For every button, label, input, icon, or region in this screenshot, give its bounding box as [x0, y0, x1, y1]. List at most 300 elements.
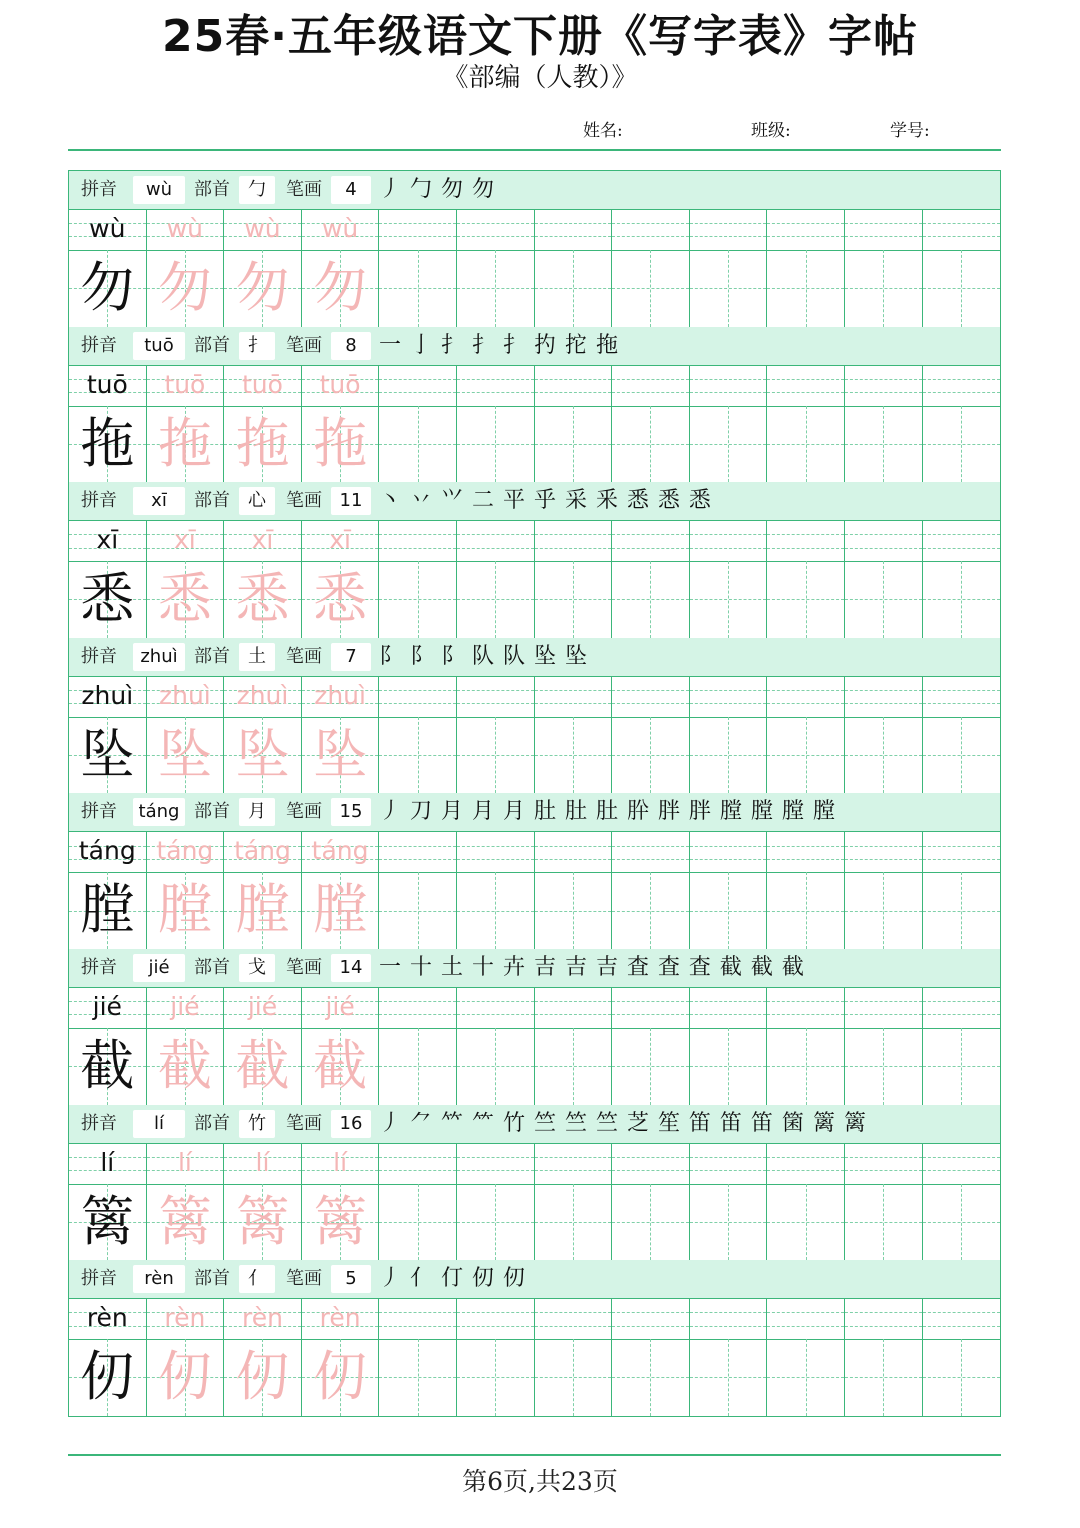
blank-writing-cell — [612, 1299, 690, 1339]
blank-writing-cell — [767, 832, 845, 872]
radical-value: 勹 — [239, 176, 275, 204]
character-block — [69, 171, 1000, 327]
blank-writing-cell — [690, 717, 768, 794]
tracing-cell — [147, 406, 225, 483]
character-info-bar — [69, 482, 1000, 521]
blank-writing-cell — [923, 521, 1000, 561]
blank-writing-cell — [690, 1028, 768, 1105]
blank-writing-cell — [845, 561, 923, 638]
blank-writing-cell — [535, 1299, 613, 1339]
stroke-order: 丶 丷 ⺍ 二 平 乎 采 釆 悉 悉 悉 — [379, 488, 712, 514]
character-row — [69, 1028, 1000, 1106]
tracing-pinyin: zhuì — [314, 680, 366, 710]
model-cell — [69, 872, 147, 949]
blank-writing-cell — [845, 1299, 923, 1339]
pinyin-label: 拼音 — [81, 956, 117, 978]
pinyin-value: jié — [133, 954, 185, 982]
pinyin-value: tuō — [133, 332, 185, 360]
blank-writing-cell — [923, 1144, 1000, 1184]
model-character: 勿 — [80, 256, 135, 319]
tracing-cell — [224, 1144, 302, 1184]
radical-value: 亻 — [239, 1265, 275, 1293]
model-pinyin: tuō — [86, 369, 128, 399]
blank-writing-cell — [767, 366, 845, 406]
pinyin-row — [69, 1299, 1000, 1340]
tracing-character: 拖 — [235, 411, 290, 475]
tracing-cell — [224, 406, 302, 483]
tracing-cell — [224, 677, 302, 717]
tracing-cell — [224, 717, 302, 794]
stroke-count-value: 14 — [331, 954, 371, 982]
blank-writing-cell — [535, 1028, 613, 1105]
blank-writing-cell — [379, 832, 457, 872]
blank-writing-cell — [457, 677, 535, 717]
blank-writing-cell — [457, 210, 535, 250]
name-label: 姓名: — [583, 121, 623, 141]
blank-writing-cell — [535, 1184, 613, 1261]
character-info-bar — [69, 327, 1000, 366]
pinyin-label: 拼音 — [81, 801, 117, 823]
model-character: 坠 — [80, 722, 135, 786]
pinyin-value: táng — [133, 798, 185, 826]
blank-writing-cell — [535, 210, 613, 250]
tracing-character: 坠 — [313, 722, 368, 786]
tracing-cell — [302, 1184, 380, 1261]
blank-writing-cell — [845, 406, 923, 483]
tracing-cell — [147, 1184, 225, 1261]
model-cell — [69, 1184, 147, 1261]
page-subtitle: 《部编（人教）》 — [442, 63, 638, 93]
blank-writing-cell — [690, 1144, 768, 1184]
blank-writing-cell — [923, 250, 1000, 327]
blank-writing-cell — [457, 1144, 535, 1184]
tracing-cell — [302, 521, 380, 561]
tracing-cell — [147, 1299, 225, 1339]
stroke-count-label: 笔画 — [286, 645, 322, 667]
radical-value: 扌 — [239, 332, 275, 360]
tracing-cell — [302, 677, 380, 717]
tracing-cell — [224, 521, 302, 561]
pinyin-label: 拼音 — [81, 645, 117, 667]
blank-writing-cell — [535, 366, 613, 406]
model-cell — [69, 406, 147, 483]
blank-writing-cell — [379, 1144, 457, 1184]
blank-writing-cell — [923, 1184, 1000, 1261]
model-character: 膛 — [80, 878, 135, 942]
tracing-cell — [147, 521, 225, 561]
tracing-cell — [147, 366, 225, 406]
blank-writing-cell — [379, 406, 457, 483]
tracing-cell — [302, 1028, 380, 1105]
stroke-count-value: 7 — [331, 643, 371, 671]
blank-writing-cell — [379, 521, 457, 561]
blank-writing-cell — [845, 250, 923, 327]
character-block — [69, 793, 1000, 949]
tracing-pinyin: táng — [234, 836, 291, 866]
blank-writing-cell — [690, 561, 768, 638]
blank-writing-cell — [923, 210, 1000, 250]
model-cell — [69, 250, 147, 327]
model-character: 截 — [80, 1033, 135, 1097]
tracing-character: 坠 — [235, 722, 290, 786]
radical-label: 部首 — [194, 1268, 230, 1290]
blank-writing-cell — [845, 832, 923, 872]
blank-writing-cell — [535, 872, 613, 949]
blank-writing-cell — [612, 406, 690, 483]
pinyin-label: 拼音 — [81, 1268, 117, 1290]
blank-writing-cell — [923, 872, 1000, 949]
blank-writing-cell — [690, 366, 768, 406]
character-row — [69, 1339, 1000, 1417]
tracing-cell — [147, 988, 225, 1028]
blank-writing-cell — [535, 1144, 613, 1184]
radical-label: 部首 — [194, 645, 230, 667]
blank-writing-cell — [845, 872, 923, 949]
blank-writing-cell — [612, 250, 690, 327]
blank-writing-cell — [767, 521, 845, 561]
tracing-pinyin: jié — [325, 991, 355, 1021]
tracing-cell — [302, 366, 380, 406]
radical-label: 部首 — [194, 179, 230, 200]
radical-label: 部首 — [194, 801, 230, 823]
stroke-order: 一 十 土 十 卉 吉 吉 吉 査 査 査 截 截 截 — [379, 954, 805, 980]
character-info-bar — [69, 1105, 1000, 1144]
model-cell — [69, 1299, 147, 1339]
tracing-cell — [302, 561, 380, 638]
footer-divider — [68, 1454, 1001, 1456]
tracing-cell — [224, 988, 302, 1028]
tracing-cell — [224, 872, 302, 949]
header-divider — [68, 149, 1001, 151]
character-row — [69, 406, 1000, 484]
tracing-pinyin: lí — [333, 1147, 348, 1177]
student-number-label: 学号: — [890, 121, 930, 141]
blank-writing-cell — [690, 677, 768, 717]
model-cell — [69, 366, 147, 406]
tracing-cell — [147, 1028, 225, 1105]
blank-writing-cell — [612, 872, 690, 949]
blank-writing-cell — [923, 561, 1000, 638]
blank-writing-cell — [535, 250, 613, 327]
radical-label: 部首 — [194, 334, 230, 356]
model-character: 篱 — [80, 1189, 135, 1253]
stroke-order: ⻖ 阝 阝 队 队 坠 坠 — [379, 643, 588, 669]
blank-writing-cell — [379, 250, 457, 327]
tracing-pinyin: rèn — [319, 1303, 361, 1333]
radical-label: 部首 — [194, 1112, 230, 1134]
tracing-character: 膛 — [235, 878, 290, 942]
blank-writing-cell — [379, 677, 457, 717]
blank-writing-cell — [767, 210, 845, 250]
tracing-character: 悉 — [235, 567, 290, 631]
blank-writing-cell — [767, 250, 845, 327]
radical-value: 戈 — [239, 954, 275, 982]
blank-writing-cell — [457, 1028, 535, 1105]
tracing-pinyin: lí — [255, 1147, 270, 1177]
blank-writing-cell — [690, 1299, 768, 1339]
tracing-cell — [224, 832, 302, 872]
radical-value: 月 — [239, 798, 275, 826]
tracing-cell — [224, 561, 302, 638]
blank-writing-cell — [767, 1144, 845, 1184]
stroke-count-label: 笔画 — [286, 490, 322, 512]
model-cell — [69, 1144, 147, 1184]
blank-writing-cell — [612, 988, 690, 1028]
blank-writing-cell — [379, 366, 457, 406]
tracing-cell — [147, 250, 225, 327]
blank-writing-cell — [690, 521, 768, 561]
pinyin-label: 拼音 — [81, 1112, 117, 1134]
blank-writing-cell — [923, 1299, 1000, 1339]
blank-writing-cell — [457, 1339, 535, 1416]
blank-writing-cell — [845, 521, 923, 561]
model-cell — [69, 561, 147, 638]
blank-writing-cell — [612, 521, 690, 561]
tracing-cell — [302, 1339, 380, 1416]
blank-writing-cell — [379, 561, 457, 638]
tracing-pinyin: wù — [166, 214, 204, 243]
tracing-cell — [147, 210, 225, 250]
tracing-cell — [224, 1184, 302, 1261]
pinyin-value: rèn — [133, 1265, 185, 1293]
blank-writing-cell — [612, 561, 690, 638]
blank-writing-cell — [379, 1028, 457, 1105]
tracing-cell — [147, 561, 225, 638]
blank-writing-cell — [923, 677, 1000, 717]
blank-writing-cell — [457, 366, 535, 406]
tracing-cell — [224, 366, 302, 406]
model-cell — [69, 677, 147, 717]
tracing-cell — [302, 988, 380, 1028]
blank-writing-cell — [379, 1184, 457, 1261]
pinyin-label: 拼音 — [81, 490, 117, 512]
blank-writing-cell — [612, 1028, 690, 1105]
tracing-cell — [147, 872, 225, 949]
character-block — [69, 482, 1000, 638]
model-cell — [69, 988, 147, 1028]
blank-writing-cell — [535, 521, 613, 561]
blank-writing-cell — [457, 1299, 535, 1339]
blank-writing-cell — [379, 210, 457, 250]
model-cell — [69, 521, 147, 561]
tracing-cell — [302, 250, 380, 327]
blank-writing-cell — [535, 677, 613, 717]
tracing-character: 拖 — [157, 411, 212, 475]
character-block — [69, 327, 1000, 483]
tracing-character: 截 — [157, 1033, 212, 1097]
blank-writing-cell — [535, 406, 613, 483]
blank-writing-cell — [845, 1028, 923, 1105]
blank-writing-cell — [923, 1028, 1000, 1105]
stroke-count-value: 5 — [331, 1265, 371, 1293]
blank-writing-cell — [379, 988, 457, 1028]
stroke-count-label: 笔画 — [286, 956, 322, 978]
tracing-character: 仞 — [157, 1345, 212, 1409]
blank-writing-cell — [690, 210, 768, 250]
tracing-character: 篱 — [157, 1189, 212, 1253]
blank-writing-cell — [535, 561, 613, 638]
stroke-count-value: 4 — [331, 176, 371, 204]
blank-writing-cell — [379, 717, 457, 794]
character-block — [69, 1260, 1000, 1416]
blank-writing-cell — [690, 1339, 768, 1416]
model-cell — [69, 717, 147, 794]
pinyin-row — [69, 1144, 1000, 1185]
blank-writing-cell — [457, 872, 535, 949]
blank-writing-cell — [845, 210, 923, 250]
stroke-order: 一 亅 扌 扌 扌 扚 拕 拖 — [379, 332, 619, 358]
blank-writing-cell — [612, 717, 690, 794]
model-cell — [69, 1339, 147, 1416]
tracing-pinyin: jié — [247, 991, 278, 1021]
tracing-character: 仞 — [313, 1345, 368, 1409]
character-row — [69, 872, 1000, 950]
tracing-character: 截 — [235, 1033, 290, 1097]
blank-writing-cell — [767, 1184, 845, 1261]
tracing-character: 悉 — [157, 567, 212, 631]
blank-writing-cell — [612, 1184, 690, 1261]
stroke-count-label: 笔画 — [286, 1268, 322, 1290]
tracing-character: 勿 — [235, 256, 290, 319]
blank-writing-cell — [845, 366, 923, 406]
pinyin-value: lí — [133, 1110, 185, 1138]
tracing-pinyin: xī — [174, 525, 196, 555]
tracing-cell — [224, 1339, 302, 1416]
blank-writing-cell — [457, 988, 535, 1028]
character-info-bar — [69, 638, 1000, 677]
tracing-cell — [147, 832, 225, 872]
blank-writing-cell — [612, 366, 690, 406]
tracing-cell — [147, 1339, 225, 1416]
blank-writing-cell — [457, 832, 535, 872]
pinyin-row — [69, 677, 1000, 718]
blank-writing-cell — [923, 366, 1000, 406]
blank-writing-cell — [690, 250, 768, 327]
blank-writing-cell — [612, 1339, 690, 1416]
tracing-cell — [224, 250, 302, 327]
tracing-pinyin: rèn — [164, 1303, 206, 1333]
blank-writing-cell — [845, 677, 923, 717]
blank-writing-cell — [457, 250, 535, 327]
character-row — [69, 717, 1000, 795]
tracing-pinyin: táng — [156, 836, 214, 866]
blank-writing-cell — [535, 988, 613, 1028]
pinyin-value: xī — [133, 487, 185, 515]
stroke-order: 丿 亻 仃 仞 仞 — [379, 1266, 526, 1292]
character-block — [69, 949, 1000, 1105]
character-row — [69, 250, 1000, 328]
character-info-bar — [69, 171, 1000, 210]
pinyin-value: zhuì — [133, 643, 185, 671]
blank-writing-cell — [690, 988, 768, 1028]
tracing-cell — [302, 1299, 380, 1339]
tracing-cell — [302, 1144, 380, 1184]
model-cell — [69, 1028, 147, 1105]
tracing-character: 篱 — [313, 1189, 368, 1253]
model-pinyin: táng — [78, 836, 136, 866]
tracing-character: 勿 — [157, 256, 212, 319]
stroke-count-label: 笔画 — [286, 801, 322, 823]
blank-writing-cell — [612, 1144, 690, 1184]
blank-writing-cell — [690, 1184, 768, 1261]
tracing-character: 篱 — [235, 1189, 290, 1253]
blank-writing-cell — [923, 406, 1000, 483]
blank-writing-cell — [923, 988, 1000, 1028]
pinyin-row — [69, 988, 1000, 1029]
blank-writing-cell — [767, 1299, 845, 1339]
stroke-count-label: 笔画 — [286, 179, 322, 200]
blank-writing-cell — [612, 210, 690, 250]
blank-writing-cell — [457, 406, 535, 483]
character-info-bar — [69, 949, 1000, 988]
stroke-order: 丿 勹 勿 勿 — [379, 177, 495, 202]
blank-writing-cell — [690, 832, 768, 872]
class-label: 班级: — [751, 121, 791, 141]
tracing-pinyin: tuō — [164, 369, 206, 399]
page-title: 25春·五年级语文下册《写字表》字帖 — [162, 11, 918, 62]
blank-writing-cell — [457, 1184, 535, 1261]
page-number: 第6页,共23页 — [462, 1467, 618, 1496]
tracing-cell — [302, 832, 380, 872]
stroke-count-value: 15 — [331, 798, 371, 826]
stroke-count-label: 笔画 — [286, 334, 322, 356]
blank-writing-cell — [457, 521, 535, 561]
blank-writing-cell — [923, 832, 1000, 872]
tracing-pinyin: jié — [170, 991, 200, 1021]
tracing-character: 膛 — [313, 878, 368, 942]
character-info-bar — [69, 793, 1000, 832]
blank-writing-cell — [923, 717, 1000, 794]
tracing-pinyin: táng — [311, 836, 369, 866]
radical-label: 部首 — [194, 956, 230, 978]
tracing-pinyin: xī — [251, 525, 274, 555]
blank-writing-cell — [845, 1144, 923, 1184]
stroke-count-label: 笔画 — [286, 1112, 322, 1134]
radical-value: 土 — [239, 643, 275, 671]
tracing-pinyin: tuō — [319, 369, 361, 399]
blank-writing-cell — [767, 677, 845, 717]
tracing-pinyin: wù — [244, 214, 281, 243]
character-row — [69, 561, 1000, 639]
model-pinyin: lí — [100, 1147, 115, 1177]
blank-writing-cell — [379, 1299, 457, 1339]
blank-writing-cell — [845, 1184, 923, 1261]
pinyin-row — [69, 366, 1000, 407]
tracing-pinyin: xī — [329, 525, 351, 555]
blank-writing-cell — [767, 988, 845, 1028]
tracing-cell — [302, 872, 380, 949]
pinyin-row — [69, 832, 1000, 873]
model-cell — [69, 210, 147, 250]
tracing-character: 勿 — [313, 256, 368, 319]
radical-label: 部首 — [194, 490, 230, 512]
character-block — [69, 638, 1000, 794]
stroke-order: 丿 刀 月 月 月 肚 肚 肚 肸 胖 胖 膛 膛 膛 膛 — [379, 799, 836, 825]
blank-writing-cell — [767, 561, 845, 638]
character-block — [69, 1105, 1000, 1261]
blank-writing-cell — [845, 1339, 923, 1416]
blank-writing-cell — [767, 1339, 845, 1416]
blank-writing-cell — [457, 561, 535, 638]
tracing-cell — [224, 210, 302, 250]
blank-writing-cell — [379, 1339, 457, 1416]
stroke-count-value: 11 — [331, 487, 371, 515]
model-character: 仞 — [80, 1345, 135, 1409]
tracing-character: 仞 — [235, 1345, 290, 1409]
stroke-count-value: 16 — [331, 1110, 371, 1138]
blank-writing-cell — [457, 717, 535, 794]
tracing-character: 拖 — [313, 411, 368, 475]
